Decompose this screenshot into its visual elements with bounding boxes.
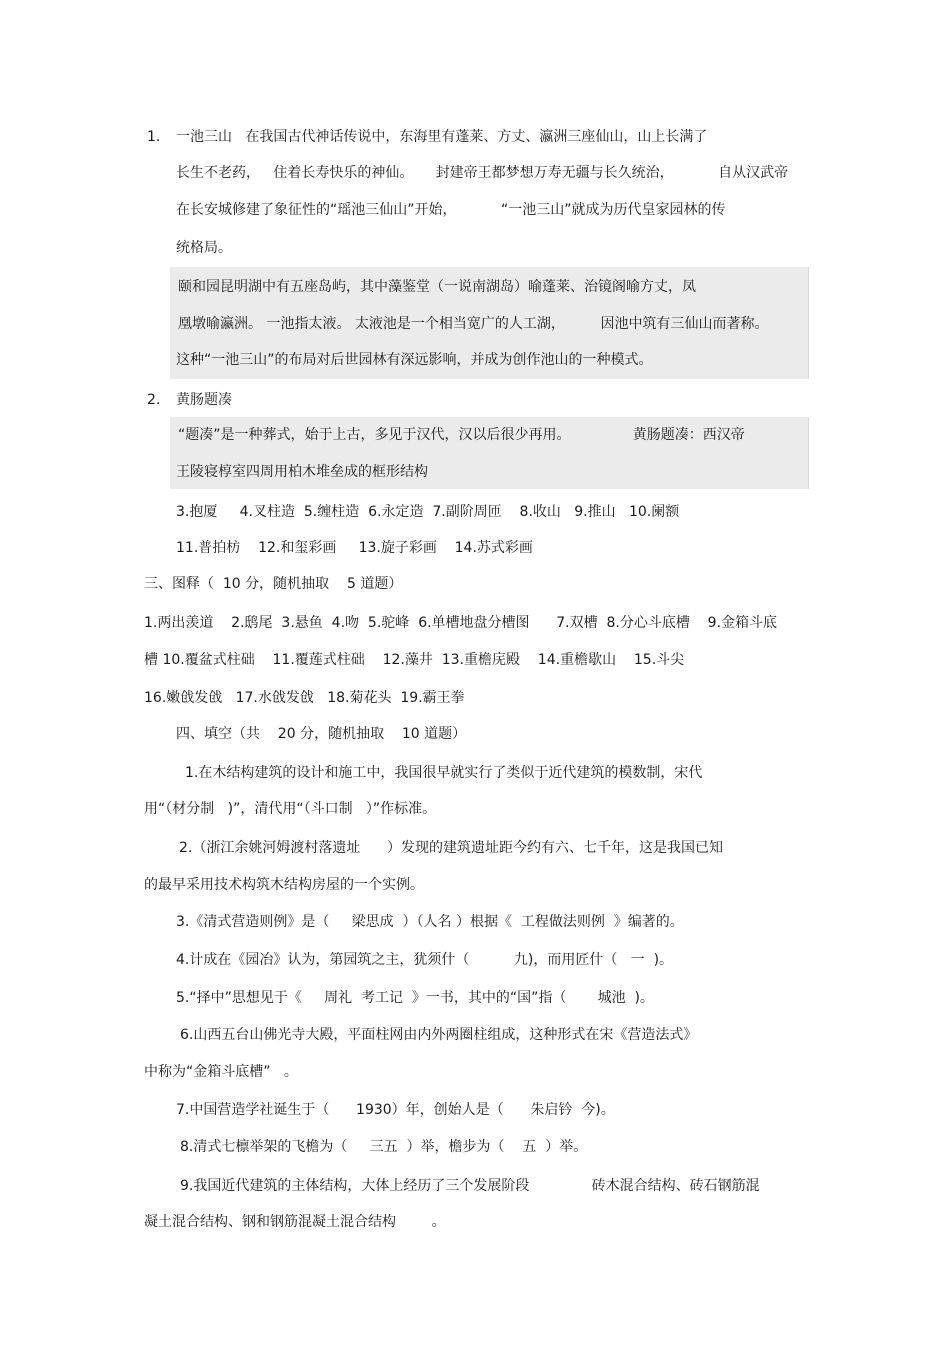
section-3-line-2: 槽 10.覆盆式柱础 11.覆莲式柱础 12.藻井 13.重檐庑殿 14.重檐歇山 15.斗尖 [144, 652, 685, 668]
item-2-title: 黄肠题凑 [176, 392, 232, 408]
question-2-line-2: 的最早采用技术构筑木结构房屋的一个实例。 [144, 877, 424, 893]
section-3-line-3: 16.嫩戗发戗 17.水戗发戗 18.菊花头 19.霸王拳 [144, 690, 465, 706]
terms-line-1: 3.抱厦 4.叉柱造 5.缠柱造 6.永定造 7.副阶周匝 8.收山 9.推山 10.阑额 [176, 504, 680, 520]
box-1-line-2: 凰墩喻瀛洲。 一池指太液。 太液池是一个相当宽广的人工湖， 因池中筑有三仙山而著称。 [178, 316, 769, 332]
box-1-line-1: 颐和园昆明湖中有五座岛屿，其中藻鉴堂（一说南湖岛）喻蓬莱、治镜阁喻方丈，凤 [178, 279, 696, 295]
question-9-line-1: 9.我国近代建筑的主体结构，大体上经历了三个发展阶段 砖木混合结构、砖石钢筋混 [180, 1178, 760, 1194]
box-2-line-2: 王陵寝椁室四周用柏木堆垒成的框形结构 [176, 464, 428, 480]
item-1-number: 1. [147, 129, 161, 145]
question-2-line-1: 2.（浙江余姚河姆渡村落遗址 ）发现的建筑遗址距今约有六、七千年，这是我国已知 [179, 840, 724, 856]
question-8: 8.清式七檩举架的飞檐为（ 三五 ）举，檐步为（ 五 ）举。 [180, 1139, 588, 1155]
question-6-line-1: 6.山西五台山佛光寺大殿，平面柱网由内外两圈柱组成，这种形式在宋《营造法式》 [180, 1027, 698, 1043]
box-1-line-3: 这种“一池三山”的布局对后世园林有深远影响，并成为创作池山的一种模式。 [176, 352, 653, 368]
question-9-line-2: 凝土混合结构、钢和钢筋混凝土混合结构 。 [144, 1214, 446, 1230]
item-1-line-1: 一池三山 在我国古代神话传说中，东海里有蓬莱、方丈、瀛洲三座仙山，山上长满了 [176, 129, 708, 145]
question-3: 3.《清式营造则例》是（ 梁思成 ）（人名 ）根据《 工程做法则例 》编著的。 [176, 914, 684, 930]
question-5: 5.“择中”思想见于《 周礼 考工记 》一书，其中的“国”指（ 城池 )。 [176, 990, 654, 1006]
item-2-number: 2. [147, 392, 161, 408]
item-1-line-4: 统格局。 [176, 240, 232, 256]
box-2-line-1: “题凑”是一种葬式，始于上古，多见于汉代，汉以后很少再用。 黄肠题凑：西汉帝 [178, 427, 745, 443]
section-3-heading: 三、图释（ 10 分，随机抽取 5 道题） [144, 576, 403, 592]
item-1-line-3: 在长安城修建了象征性的“瑶池三仙山”开始， “一池三山”就成为历代皇家园林的传 [176, 202, 726, 218]
question-7: 7.中国营造学社诞生于（ 1930）年，创始人是（ 朱启钤 今)。 [176, 1102, 615, 1118]
question-4: 4.计成在《园冶》认为，第园筑之主，犹须什（ 九)，而用匠什（ 一 )。 [176, 952, 674, 968]
question-1-line-1: 1.在木结构建筑的设计和施工中，我国很早就实行了类似于近代建筑的模数制，宋代 [185, 765, 703, 781]
question-1-line-2: 用“（材分制 )”，清代用“（斗口制 ）”作标准。 [144, 801, 437, 817]
question-6-line-2: 中称为“金箱斗底槽” 。 [144, 1064, 298, 1080]
section-3-line-1: 1.两出羡道 2.鸱尾 3.悬鱼 4.吻 5.驼峰 6.单槽地盘分槽图 7.双槽 8.分心斗底槽 9.金箱斗底 [144, 615, 778, 631]
terms-line-2: 11.普拍枋 12.和玺彩画 13.旋子彩画 14.苏式彩画 [176, 540, 533, 556]
section-4-heading: 四、填空（共 20 分，随机抽取 10 道题） [176, 726, 467, 742]
item-1-line-2: 长生不老药， 住着长寿快乐的神仙。 封建帝王都梦想万寿无疆与长久统治， 自从汉武帝 [176, 165, 789, 181]
